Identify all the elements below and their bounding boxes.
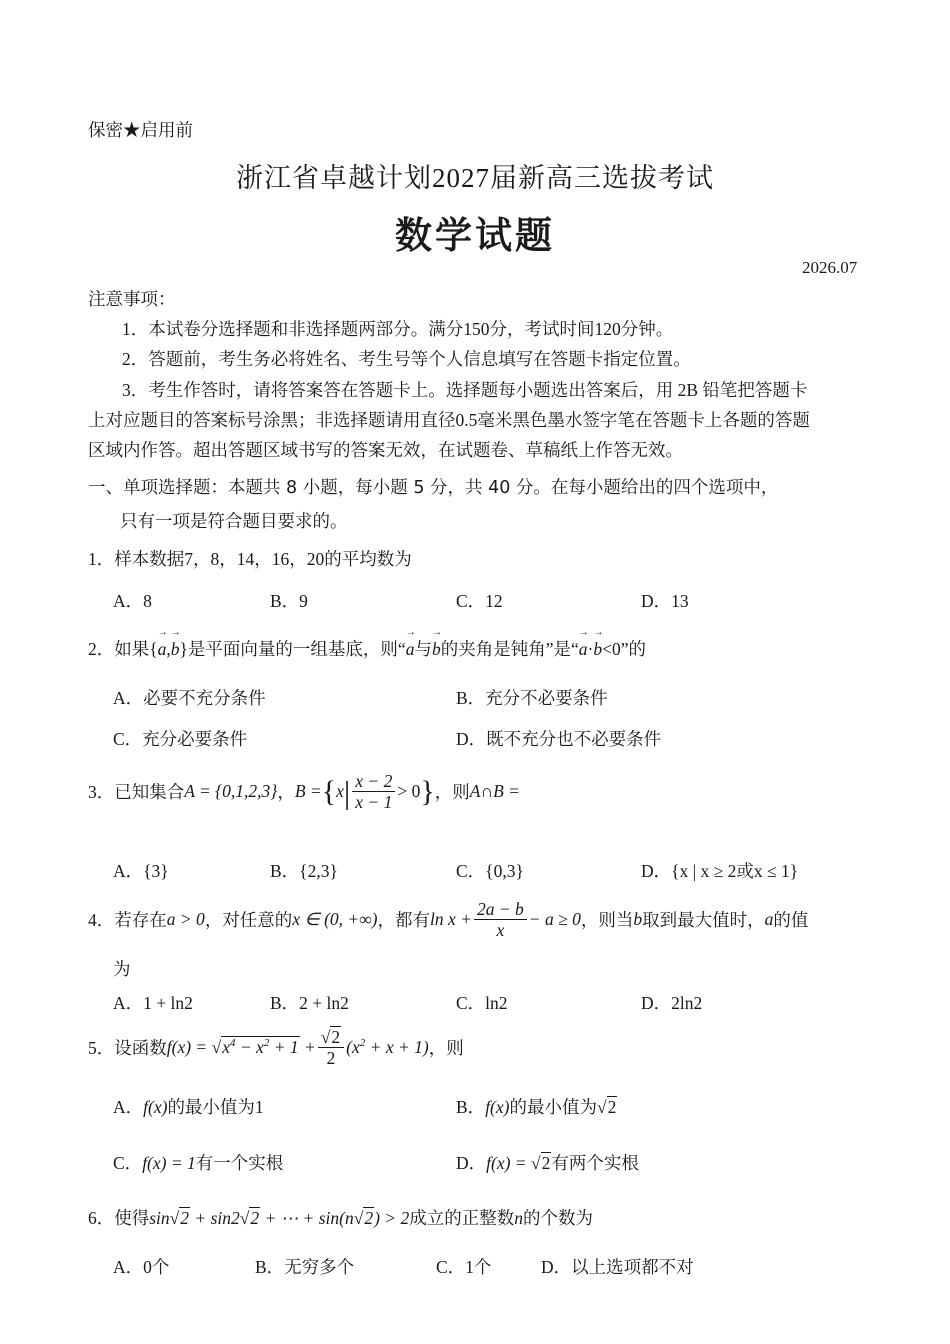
q3-option-d: D．{x | x ≥ 2或x ≤ 1} [641,861,799,881]
note-1: 1．本试卷分选择题和非选择题两部分。满分150分，考试时间120分钟。 [122,319,674,339]
q1-option-b: B．9 [270,591,308,611]
q4-line2: 为 [113,959,131,979]
q2-option-d: D．既不充分也不必要条件 [456,729,662,749]
note-3-line1: 3．考生作答时，请将答案答在答题卡上。选择题每小题选出答案后，用 2B 铅笔把答题卡 [122,380,808,400]
q4-p2: ，对任意的 [204,910,293,931]
q4-stem: 4．若存在 a > 0 ，对任意的 x ∈ (0, +∞) ，都有 ln x + $\frac{2a - b}{x}$ − a ≥ 0 ，则当 b 取到最大值时， a 的值 [88,899,809,941]
section1-subheading: 只有一项是符合题目要求的。 [120,512,348,532]
exam-date: 2026.07 [802,258,858,277]
right-brace-icon: } [420,774,435,808]
q4-p1: 4．若存在 [88,910,167,931]
note-3-line3: 区域内作答。超出答题区域书写的答案无效，在试题卷、草稿纸上作答无效。 [88,440,683,460]
vector-b: → b [593,639,602,660]
subject-title: 数学试题 [395,214,555,257]
vector-a: → a [158,639,167,660]
exam-title: 浙江省卓越计划2027届新高三选拔考试 [236,163,714,193]
q3-ask: A∩B = [469,781,520,802]
q5-option-d: D．f(x) = √2有两个实根 [456,1153,639,1173]
q3-then: ，则 [434,782,470,803]
q4-option-a: A．1 + ln2 [113,993,193,1013]
q5-fraction: $\frac{√2}{2}$ [318,1028,344,1068]
bar-icon: | [343,773,351,810]
q3-comma: ， [277,782,295,803]
confidential-mark: 保密★启用前 [88,120,193,140]
q3-prefix: 3．已知集合 [88,782,185,803]
q6-option-d: D．以上选项都不对 [541,1257,694,1277]
q4-p5: 取到最大值时， [642,910,765,931]
note-3-line2: 上对应题目的答案标号涂黑；非选择题请用直径0.5毫米黑色墨水签字笔在答题卡上各题的答题 [88,410,810,430]
q2-option-a: A．必要不充分条件 [113,688,266,708]
section1-heading: 一、单项选择题：本题共 8 小题，每小题 5 分，共 40 分。在每小题给出的四个选项中， [88,478,779,498]
q2-option-c: C．充分必要条件 [113,729,248,749]
q2-prefix: 2．如果{ [88,639,158,659]
q6-stem: 6．使得sin√2 + sin2√2 + ⋯ + sin(n√2) > 2成立的正整数n的个数为 [88,1208,593,1228]
q4-p4: ，则当 [580,910,634,931]
q3-option-b: B．{2,3} [270,861,338,881]
note-2: 2．答题前，考生务必将姓名、考生号等个人信息填写在答题卡指定位置。 [122,349,691,369]
q4-p3: ，都有 [377,910,431,931]
vector-a: → a [579,639,588,660]
q4-option-b: B．2 + ln2 [270,993,349,1013]
q6-mid: 成立的正整数 [409,1208,515,1228]
q5-prefix: 5．设函数 [88,1038,167,1059]
q2-yu: 与 [414,639,432,659]
q2-option-b: B．充分不必要条件 [456,688,608,708]
q2-end: ”的 [620,639,646,659]
q1-option-d: D．13 [641,591,689,611]
notes-heading: 注意事项： [88,289,176,309]
q4-fraction: $\frac{2a - b}{x}$ [474,900,527,940]
q5-stem: 5．设函数 $f(x) = √x^4 - x^2 + 1$ + $\frac{√2}{2}$ $(x^2 + x + 1)$ ，则 [88,1027,464,1069]
set-b-var: x [336,781,344,802]
q2-mid2: 的夹角是钝角”是“ [440,639,579,659]
q4-p6: 的值 [773,910,809,931]
q1-option-c: C．12 [456,591,503,611]
q5-option-c: C．f(x) = 1有一个实根 [113,1153,284,1173]
q6-end: 的个数为 [523,1208,593,1228]
q5-option-a: A．f(x)的最小值为1 [113,1097,264,1117]
set-b-fraction: $\frac{x - 2}{x - 1}$ [352,772,395,812]
q6-option-a: A．0个 [113,1257,170,1277]
set-a: A = {0,1,2,3} [184,781,278,802]
q6-option-c: C．1个 [436,1257,492,1277]
q2-stem: 2．如果{→ a,→ b}是平面向量的一组基底，则“→ a与→ b的夹角是钝角”是“→ a·→ b<0”的 [88,636,646,661]
set-b-label: B = [294,781,322,802]
vector-b: → b [432,639,441,660]
q4-option-c: C．ln2 [456,993,508,1013]
q6-option-b: B．无穷多个 [255,1257,355,1277]
q3-option-c: C．{0,3} [456,861,524,881]
q5-then: ，则 [428,1038,464,1059]
q2-mid1: }是平面向量的一组基底，则“ [179,639,406,659]
vector-b: → b [171,639,180,660]
q1-stem: 1．样本数据7，8，14，16，20的平均数为 [88,549,412,569]
left-brace-icon: { [321,774,337,808]
q4-option-d: D．2ln2 [641,993,703,1013]
vector-a: → a [406,639,415,660]
q6-prefix: 6．使得 [88,1208,150,1228]
q1-option-a: A．8 [113,591,152,611]
q5-option-b: B．f(x)的最小值为√2 [456,1097,617,1117]
q3-option-a: A．{3} [113,861,169,881]
q3-stem: 3．已知集合 A = {0,1,2,3} ， B = { x | $\frac{x - 2}{x - 1}$ > 0 } ，则 A∩B = [88,771,520,813]
